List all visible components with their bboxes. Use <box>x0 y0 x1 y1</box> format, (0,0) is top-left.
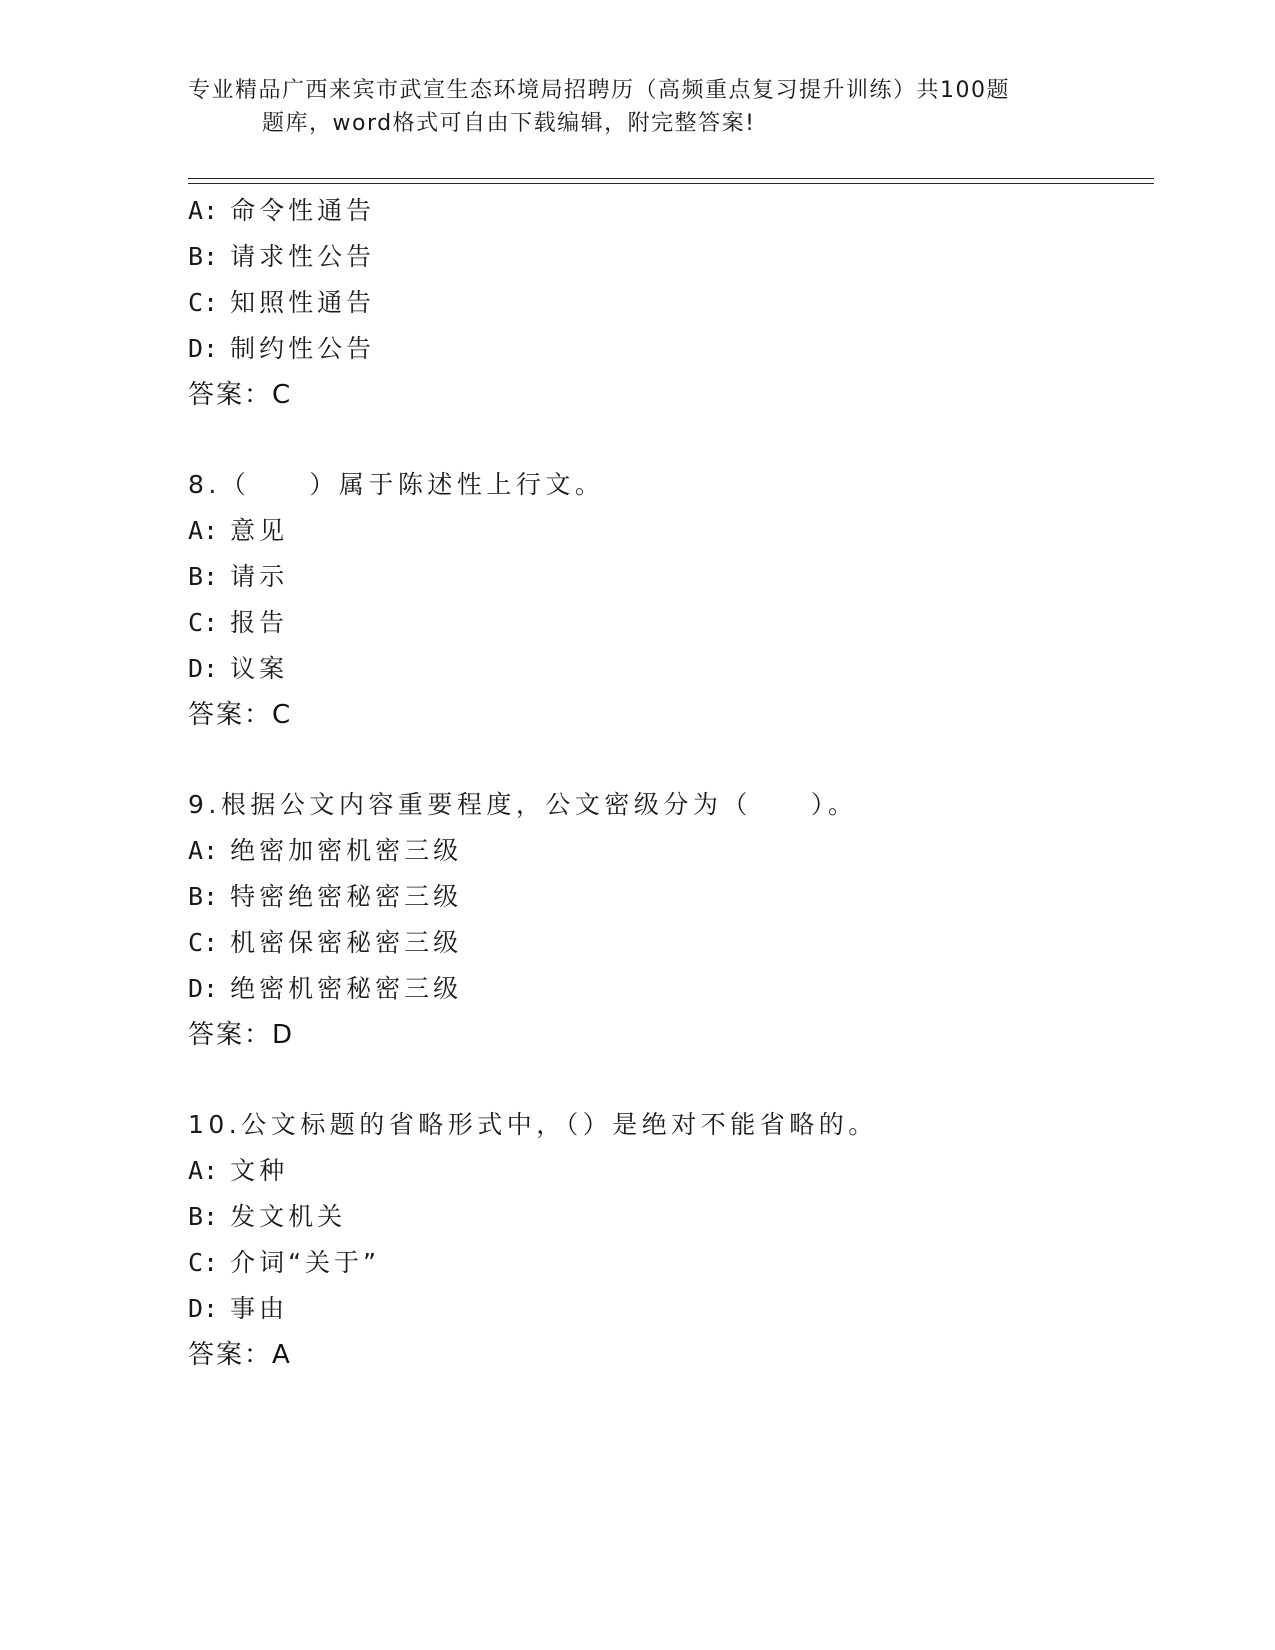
question-stem: 10.公文标题的省略形式中，（）是绝对不能省略的。 <box>188 1110 878 1139</box>
option-a <box>188 1148 1154 1194</box>
question-block-9 <box>188 782 1154 1058</box>
option-text: 绝密机密秘密三级 <box>230 974 463 1003</box>
answer-line: 答案：C <box>188 700 293 730</box>
spacer <box>188 418 1154 462</box>
option-b <box>188 1194 1154 1240</box>
answer-line: 答案：D <box>188 1020 295 1050</box>
option-text: 介词“关于” <box>230 1248 380 1277</box>
document-header <box>188 74 1088 140</box>
option-prefix: D: <box>188 334 219 363</box>
option-b <box>188 554 1154 600</box>
option-prefix: C: <box>188 928 219 957</box>
header-title-line1: 专业精品广西来宾市武宣生态环境局招聘历（高频重点复习提升训练）共100题 <box>188 78 1010 103</box>
option-prefix: A: <box>188 836 219 865</box>
option-text: 报告 <box>230 608 289 637</box>
option-prefix: A: <box>188 1156 219 1185</box>
option-b <box>188 874 1154 920</box>
question-block-10 <box>188 1102 1154 1378</box>
option-prefix: A: <box>188 196 219 225</box>
option-d <box>188 1286 1154 1332</box>
option-text: 请示 <box>230 562 289 591</box>
option-prefix: C: <box>188 608 219 637</box>
option-text: 命令性通告 <box>230 196 376 225</box>
question-stem: 9.根据公文内容重要程度，公文密级分为（ ）。 <box>188 790 858 819</box>
option-c <box>188 600 1154 646</box>
option-prefix: D: <box>188 654 219 683</box>
option-prefix: A: <box>188 516 219 545</box>
header-divider-top <box>188 178 1154 179</box>
question-list <box>188 188 1154 1378</box>
option-prefix: B: <box>188 1202 219 1231</box>
option-text: 知照性通告 <box>230 288 376 317</box>
question-block-8 <box>188 462 1154 738</box>
option-text: 事由 <box>230 1294 289 1323</box>
option-d <box>188 966 1154 1012</box>
spacer <box>188 738 1154 782</box>
answer-line: 答案：A <box>188 1340 292 1370</box>
option-prefix: C: <box>188 288 219 317</box>
option-d <box>188 326 1154 372</box>
option-text: 意见 <box>230 516 289 545</box>
header-divider-bottom <box>188 183 1154 184</box>
answer-line: 答案：C <box>188 380 293 410</box>
option-b <box>188 234 1154 280</box>
option-text: 机密保密秘密三级 <box>230 928 463 957</box>
option-text: 绝密加密机密三级 <box>230 836 463 865</box>
option-text: 文种 <box>230 1156 289 1185</box>
option-prefix: D: <box>188 1294 219 1323</box>
option-prefix: B: <box>188 882 219 911</box>
option-a <box>188 828 1154 874</box>
option-d <box>188 646 1154 692</box>
option-text: 特密绝密秘密三级 <box>230 882 463 911</box>
option-text: 制约性公告 <box>230 334 376 363</box>
spacer <box>188 1058 1154 1102</box>
option-a <box>188 188 1154 234</box>
question-block-7 <box>188 188 1154 418</box>
option-c <box>188 1240 1154 1286</box>
option-text: 发文机关 <box>230 1202 347 1231</box>
option-prefix: B: <box>188 242 219 271</box>
option-text: 请求性公告 <box>230 242 376 271</box>
option-prefix: C: <box>188 1248 219 1277</box>
option-c <box>188 280 1154 326</box>
option-c <box>188 920 1154 966</box>
header-title-line2: 题库，word格式可自由下载编辑，附完整答案! <box>262 111 756 136</box>
option-a <box>188 508 1154 554</box>
option-text: 议案 <box>230 654 289 683</box>
option-prefix: B: <box>188 562 219 591</box>
option-prefix: D: <box>188 974 219 1003</box>
question-stem: 8.（ ）属于陈述性上行文。 <box>188 470 605 499</box>
